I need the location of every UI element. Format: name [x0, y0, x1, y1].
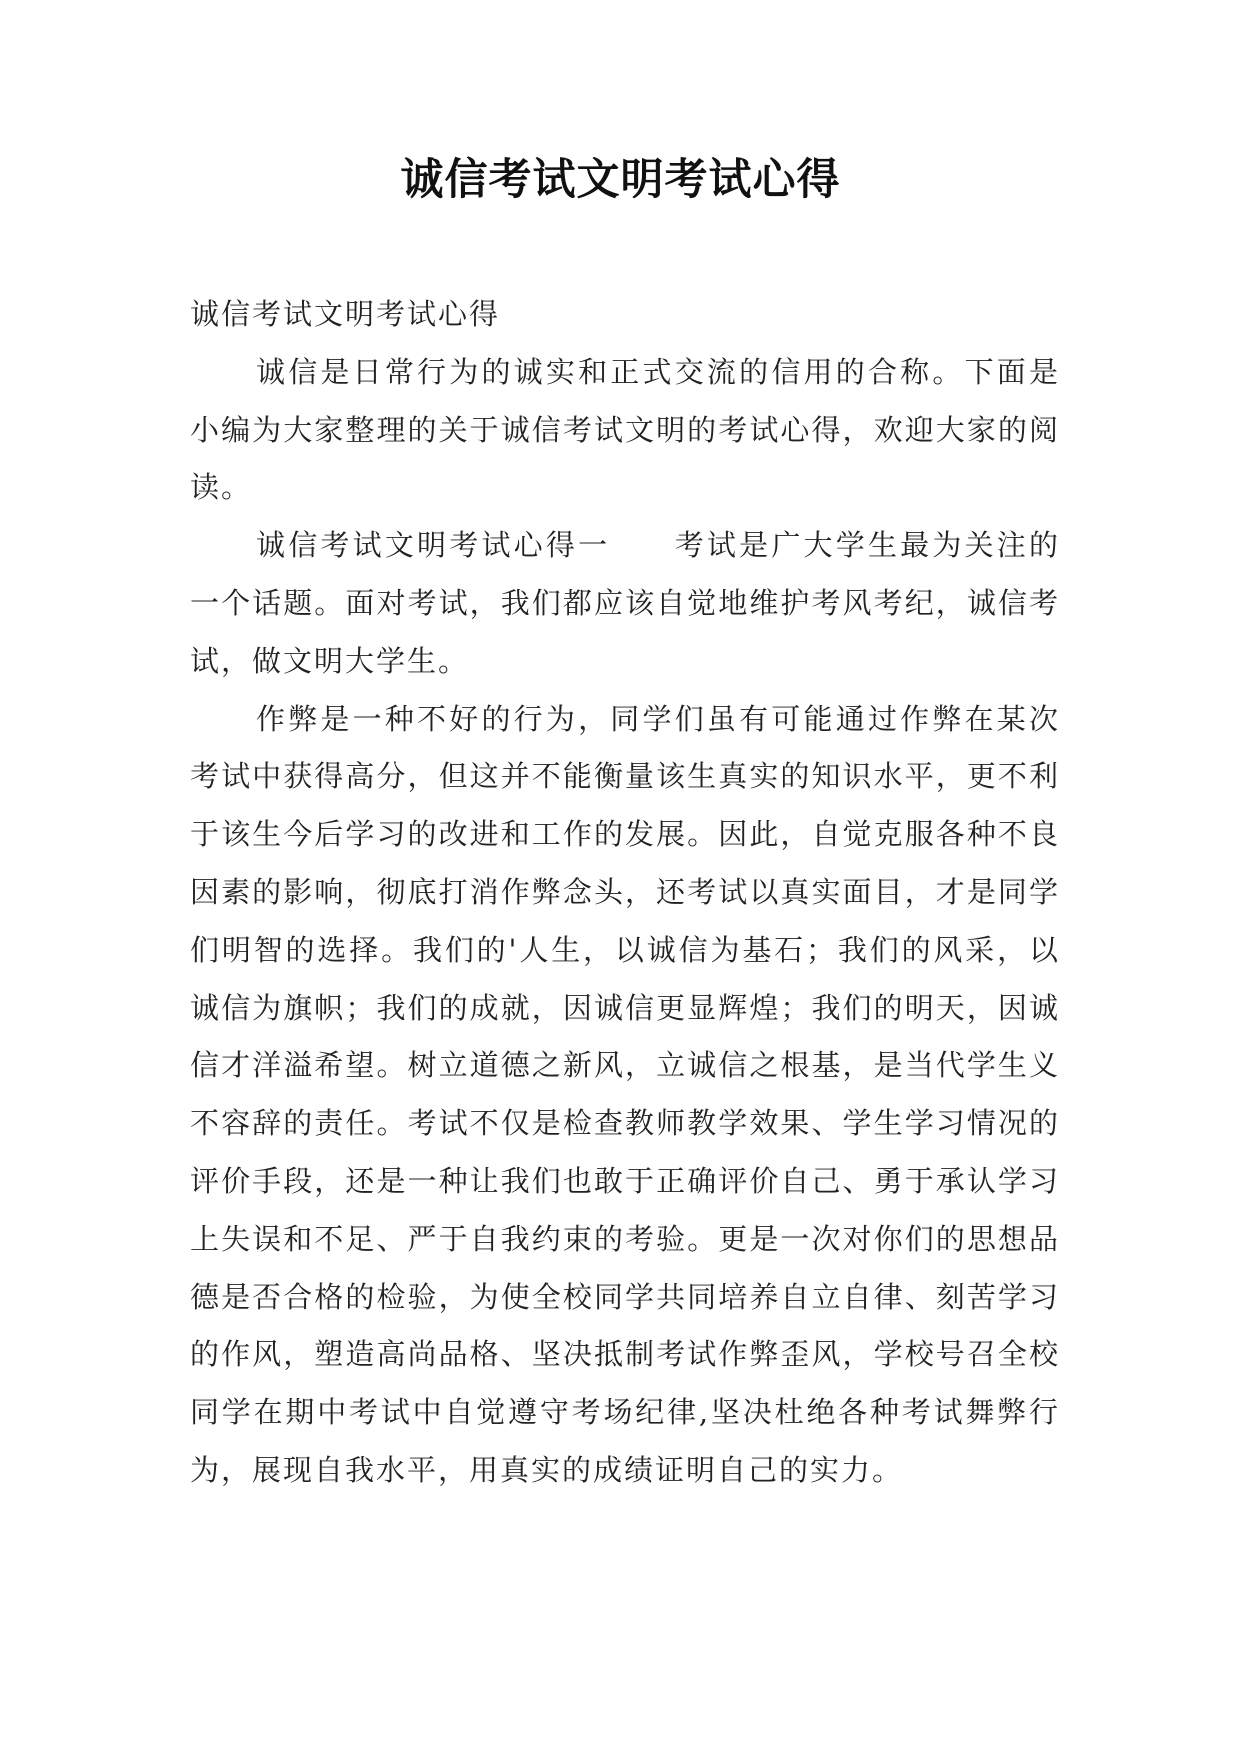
document-body	[190, 286, 1060, 1500]
body-heading-paragraph: 诚信考试文明考试心得	[190, 297, 501, 331]
intro-paragraph: 诚信是日常行为的诚实和正式交流的信用的合称。下面是小编为大家整理的关于诚信考试文明的考试心得，欢迎大家的阅读。	[190, 354, 1060, 505]
document-title: 诚信考试文明考试心得	[400, 155, 841, 205]
essay-one-main-paragraph: 作弊是一种不好的行为，同学们虽有可能通过作弊在某次考试中获得高分，但这并不能衡量该生真实的知识水平，更不利于该生今后学习的改进和工作的发展。因此，自觉克服各种不良因素的影响，彻底打消作弊念头，还考试以真实面目，才是同学们明智的选择。我们的'人生，以诚信为基石；我们的风采，以诚信为旗帜；我们的成就，因诚信更显辉煌；我们的明天，因诚信才洋溢希望。树立道德之新风，立诚信之根基，是当代学生义不容辞的责任。考试不仅是检查教师教学效果、学生学习情况的评价手段，还是一种让我们也敢于正确评价自己、勇于承认学习上失误和不足、严于自我约束的考验。更是一次对你们的思想品德是否合格的检验，为使全校同学共同培养自立自律、刻苦学习的作风，塑造高尚品格、坚决抵制考试作弊歪风，学校号召全校同学在期中考试中自觉遵守考场纪律,坚决杜绝各种考试舞弊行为，展现自我水平，用真实的成绩证明自己的实力。	[190, 701, 1060, 1487]
essay-one-opening-paragraph: 诚信考试文明考试心得一 考试是广大学生最为关注的一个话题。面对考试，我们都应该自觉地维护考风考纪，诚信考试，做文明大学生。	[190, 528, 1060, 678]
